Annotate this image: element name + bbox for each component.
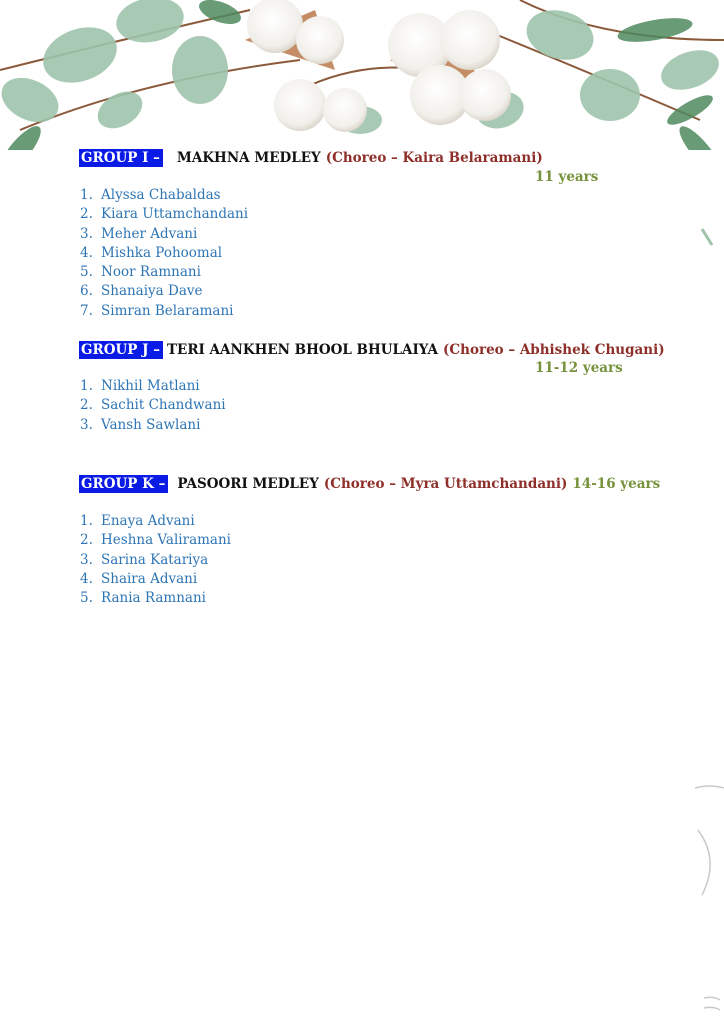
list-number: 2.: [80, 532, 93, 549]
member-name: Simran Belaramani: [101, 302, 234, 319]
group-k-age: 14-16 years: [572, 476, 661, 492]
list-item: [80, 416, 226, 435]
member-name: Shanaiya Dave: [101, 283, 203, 300]
list-item: [80, 396, 226, 415]
list-number: 2.: [80, 397, 93, 414]
list-item: [80, 551, 231, 570]
group-i-choreographer: (Choreo – Kaira Belaramani): [325, 150, 543, 166]
member-name: Sachit Chandwani: [101, 397, 226, 414]
member-name: Kiara Uttamchandani: [101, 206, 249, 223]
group-k-label: GROUP K –: [79, 475, 168, 493]
member-name: Heshna Valiramani: [101, 532, 231, 549]
list-item: [80, 244, 248, 263]
member-name: Alyssa Chabaldas: [101, 187, 221, 203]
member-name: Vansh Sawlani: [101, 416, 201, 433]
group-i-label: GROUP I –: [79, 149, 163, 167]
list-item: [80, 225, 248, 244]
member-name: Rania Ramnani: [101, 590, 206, 607]
group-j-age: 11-12 years: [535, 360, 623, 376]
group-i-song: MAKHNA MEDLEY: [176, 150, 321, 166]
list-item: [80, 512, 231, 531]
group-j-label: GROUP J –: [79, 341, 163, 359]
list-number: 1.: [80, 513, 93, 529]
list-item: [80, 205, 248, 224]
list-number: 2.: [80, 206, 93, 223]
list-number: 7.: [80, 302, 93, 319]
group-k-song: PASOORI MEDLEY: [177, 476, 319, 492]
list-number: 1.: [80, 378, 93, 394]
member-name: Sarina Katariya: [101, 551, 209, 568]
group-j-member-list: [80, 377, 226, 435]
member-name: Noor Ramnani: [101, 264, 201, 281]
list-item: [80, 282, 248, 301]
group-i-heading: [79, 149, 548, 167]
list-item: [80, 302, 248, 321]
member-name: Nikhil Matlani: [101, 378, 200, 394]
group-i-member-list: [80, 186, 248, 321]
member-name: Enaya Advani: [101, 513, 195, 529]
group-i-age: 11 years: [535, 169, 599, 185]
member-name: Mishka Pohoomal: [101, 244, 223, 261]
list-number: 6.: [80, 283, 93, 300]
list-number: 3.: [80, 225, 93, 242]
list-number: 5.: [80, 264, 93, 281]
list-item: [80, 589, 231, 608]
member-name: Shaira Advani: [101, 570, 198, 587]
group-k-heading: [79, 475, 660, 493]
list-number: 4.: [80, 570, 93, 587]
group-j-heading: [79, 341, 670, 359]
group-k-choreographer: (Choreo – Myra Uttamchandani): [323, 476, 568, 492]
list-item: [80, 570, 231, 589]
group-k-member-list: [80, 512, 231, 608]
list-number: 3.: [80, 416, 93, 433]
list-number: 3.: [80, 551, 93, 568]
list-number: 5.: [80, 590, 93, 607]
list-item: [80, 377, 226, 396]
member-name: Meher Advani: [101, 225, 198, 242]
group-j-choreographer: (Choreo – Abhishek Chugani): [443, 342, 665, 358]
list-item: [80, 186, 248, 205]
list-item: [80, 531, 231, 550]
group-j-song: TERI AANKHEN BHOOL BHULAIYA: [166, 342, 439, 358]
list-number: 4.: [80, 244, 93, 261]
list-item: [80, 263, 248, 282]
list-number: 1.: [80, 187, 93, 203]
